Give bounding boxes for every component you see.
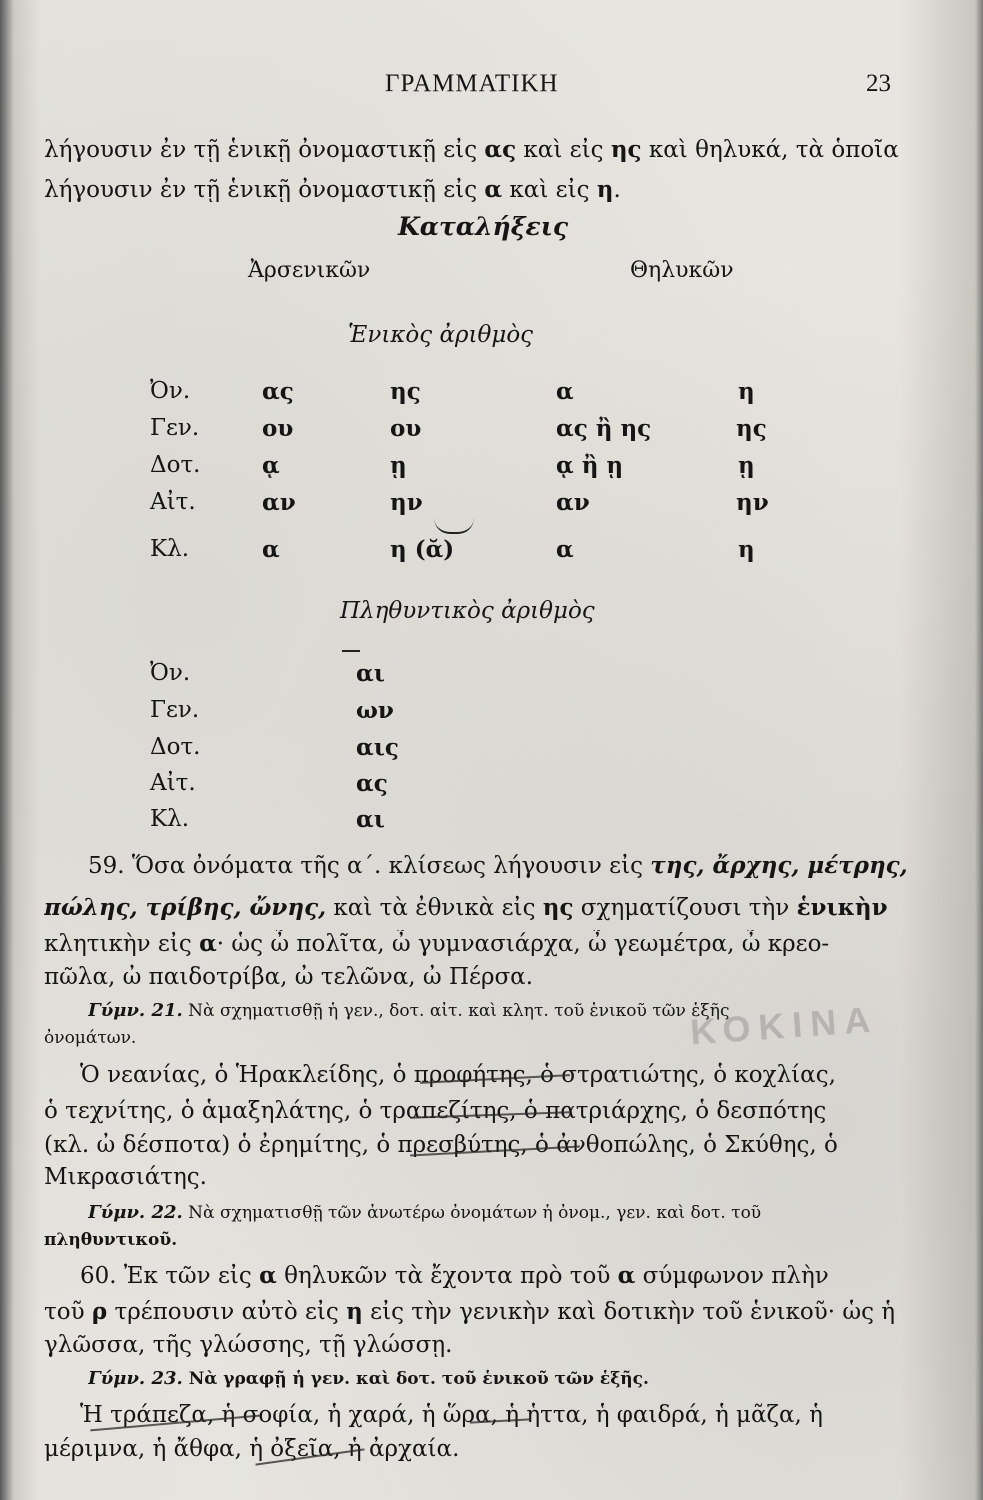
text-run: καὶ θηλυκά, τὰ ὁποῖα (641, 137, 899, 163)
case-label: Κλ. (150, 536, 190, 562)
exercise-21-text: Νὰ σχηματισθῇ ἡ γεν., δοτ. αἰτ. καὶ κλητ. τοῦ ἑνικοῦ τῶν ἑξῆς (182, 1001, 730, 1021)
text-run: καὶ εἰς (502, 177, 597, 203)
para-59-line (44, 894, 912, 921)
ending-fem-e: ην (736, 489, 769, 516)
exercise-23-label: Γύμν. 23. (88, 1368, 183, 1389)
ending-fem-e: ης (736, 415, 767, 442)
text-run: γλῶσσα, τῆς γλώσσης, τῇ γλώσσῃ. (44, 1332, 453, 1358)
plural-ending: αι (356, 806, 385, 833)
text-run: 60. Ἐκ τῶν εἰς (80, 1263, 260, 1289)
text-run: καὶ τὰ ἐθνικὰ εἰς (326, 895, 543, 921)
exercise-21-words: Μικρασιάτης. (44, 1164, 207, 1190)
ending-masc-es: ην (390, 489, 423, 516)
text-run: πῶλα, ὦ παιδοτρίβα, ὦ τελῶνα, ὦ Πέρσα. (44, 964, 534, 990)
case-label: Δοτ. (150, 452, 201, 478)
exercise-23-instruction (88, 1368, 912, 1389)
ending-fem-a: αν (556, 489, 590, 516)
text-run: · ὡς ὦ πολῖτα, ὦ γυμνασιάρχα, ὦ γεωμέτρα, ὦ κρεο- (216, 931, 830, 957)
exercise-23-text: Νὰ γραφῇ ἡ γεν. καὶ δοτ. τοῦ ἑνικοῦ τῶν ἑξῆς. (182, 1369, 649, 1389)
ending-fem-e: η (738, 378, 755, 405)
ending-masc-as: αν (262, 489, 296, 516)
text-run: 59. Ὅσα ὀνόματα τῆς α΄. κλίσεως λήγουσιν εἰς (88, 853, 651, 879)
text-run: α (617, 1262, 636, 1289)
case-label: Αἰτ. (150, 770, 196, 796)
text-run: ἑνικὴν (796, 894, 888, 921)
faded-stamp-watermark: ΚΟΚΙΝΑ (688, 998, 880, 1053)
ending-masc-es: ης (390, 378, 421, 405)
ending-masc-as: α (262, 536, 280, 563)
case-label: Κλ. (150, 806, 190, 832)
text-run: ρ (91, 1298, 108, 1325)
plural-ending: αις (356, 734, 399, 761)
ending-masc-es: ου (390, 415, 422, 442)
text-run: ας (484, 136, 517, 163)
page-number: 23 (866, 70, 891, 97)
case-label: Γεν. (150, 415, 200, 441)
exercise-21-label: Γύμν. 21. (88, 1000, 183, 1021)
text-run: κλητικὴν εἰς (44, 931, 200, 957)
exercise-23-words: Ἡ τράπεζα, ἡ σοφία, ἡ χαρά, ἡ ὥρα, ἡ ἧττα, ἡ φαιδρά, ἡ μᾶζα, ἡ (80, 1402, 823, 1428)
text-run: ης (610, 136, 642, 163)
plural-number-label: Πληθυντικὸς ἀριθμὸς (340, 598, 595, 624)
text-run: . (613, 177, 621, 203)
text-run: α (199, 930, 217, 957)
breve-arc-mark (434, 518, 474, 534)
ending-masc-es: ῃ (390, 452, 407, 479)
text-run: λήγουσιν ἐν τῇ ἑνικῇ ὀνομαστικῇ εἰς (44, 137, 485, 163)
text-run: α (259, 1262, 277, 1289)
ending-fem-e: η (738, 536, 755, 563)
plural-ending: ων (356, 697, 394, 724)
plural-ending: ας (356, 770, 388, 797)
ending-fem-a: α (556, 536, 574, 563)
endings-heading: Καταλήξεις (398, 212, 569, 241)
intro-line-1 (44, 136, 912, 163)
running-header-title: ΓΡΑΜΜΑΤΙΚΗ (385, 70, 559, 97)
text-run: η (596, 176, 614, 203)
exercise-21-instruction-cont: ὀνομάτων. (44, 1028, 137, 1048)
para-60-line (44, 1298, 912, 1325)
dash-mark (342, 650, 360, 652)
exercise-22-instruction-cont: πληθυντικοῦ. (44, 1230, 178, 1250)
text-run: ης (542, 894, 574, 921)
text-run: σύμφωνον πλὴν (635, 1263, 829, 1289)
text-run: καὶ εἰς (516, 137, 611, 163)
para-59-line (44, 964, 912, 990)
ending-fem-e: ῃ (738, 452, 755, 479)
ending-masc-as: ας (262, 378, 294, 405)
exercise-21-words: (κλ. ὦ δέσποτα) ὁ ἐρημίτης, ὁ πρεσβύτης, ὁ ἀνθοπώλης, ὁ Σκύθης, ὁ (44, 1132, 838, 1158)
text-run: εἰς τὴν γενικὴν καὶ δοτικὴν τοῦ ἑνικοῦ· ὡς ἡ (362, 1299, 896, 1325)
feminine-column-heading: Θηλυκῶν (630, 258, 734, 283)
exercise-23-words: μέριμνα, ἡ ἄθφα, ἡ ὀξεῖα, ἡ ἀρχαία. (44, 1436, 460, 1462)
text-run: λήγουσιν ἐν τῇ ἑνικῇ ὀνομαστικῇ εἰς (44, 177, 485, 203)
para-60-line (80, 1262, 904, 1289)
para-60-line (44, 1332, 912, 1358)
case-label: Γεν. (150, 697, 200, 723)
plural-ending: αι (356, 660, 385, 687)
case-label: Ὀν. (150, 660, 191, 686)
ending-fem-a: ας ἢ ης (556, 415, 652, 442)
singular-number-label: Ἑνικὸς ἀριθμὸς (348, 322, 534, 348)
case-label: Ὀν. (150, 378, 191, 404)
text-run: η (346, 1298, 363, 1325)
text-run: πώλης, τρίβης, ὤνης, (44, 894, 327, 921)
exercise-22-label: Γύμν. 22. (88, 1202, 183, 1223)
ending-masc-es: η (ᾰ) (390, 536, 455, 563)
text-run: θηλυκῶν τὰ ἔχοντα πρὸ τοῦ (276, 1263, 618, 1289)
text-run: τοῦ (44, 1299, 92, 1325)
para-59-line (44, 930, 912, 957)
exercise-21-words: ὁ τεχνίτης, ὁ ἁμαξηλάτης, ὁ τραπεζίτης, ὁ πατριάρχης, ὁ δεσπότης (44, 1098, 827, 1124)
ending-fem-a: ᾳ ἢ ῃ (556, 452, 624, 479)
case-label: Δοτ. (150, 734, 201, 760)
text-run: σχηματίζουσι τὴν (573, 895, 797, 921)
masculine-column-heading: Ἀρσενικῶν (248, 258, 371, 283)
para-59-line (88, 852, 912, 879)
ending-masc-as: ου (262, 415, 294, 442)
text-run: α (484, 176, 503, 203)
intro-line-2 (44, 176, 912, 203)
ending-masc-as: ᾳ (262, 452, 280, 479)
text-run: τρέπουσιν αὐτὸ εἰς (107, 1299, 347, 1325)
case-label: Αἰτ. (150, 489, 196, 515)
ending-fem-a: α (556, 378, 574, 405)
exercise-21-words: Ὁ νεανίας, ὁ Ἡρακλείδης, ὁ προφήτης, ὁ στρατιώτης, ὁ κοχλίας, (80, 1062, 836, 1088)
exercise-22-text: Νὰ σχηματισθῇ τῶν ἀνωτέρω ὀνομάτων ἡ ὀνομ., γεν. καὶ δοτ. τοῦ (182, 1203, 762, 1223)
exercise-22-instruction (88, 1202, 912, 1223)
text-run: της, ἄρχης, μέτρης, (650, 852, 908, 879)
